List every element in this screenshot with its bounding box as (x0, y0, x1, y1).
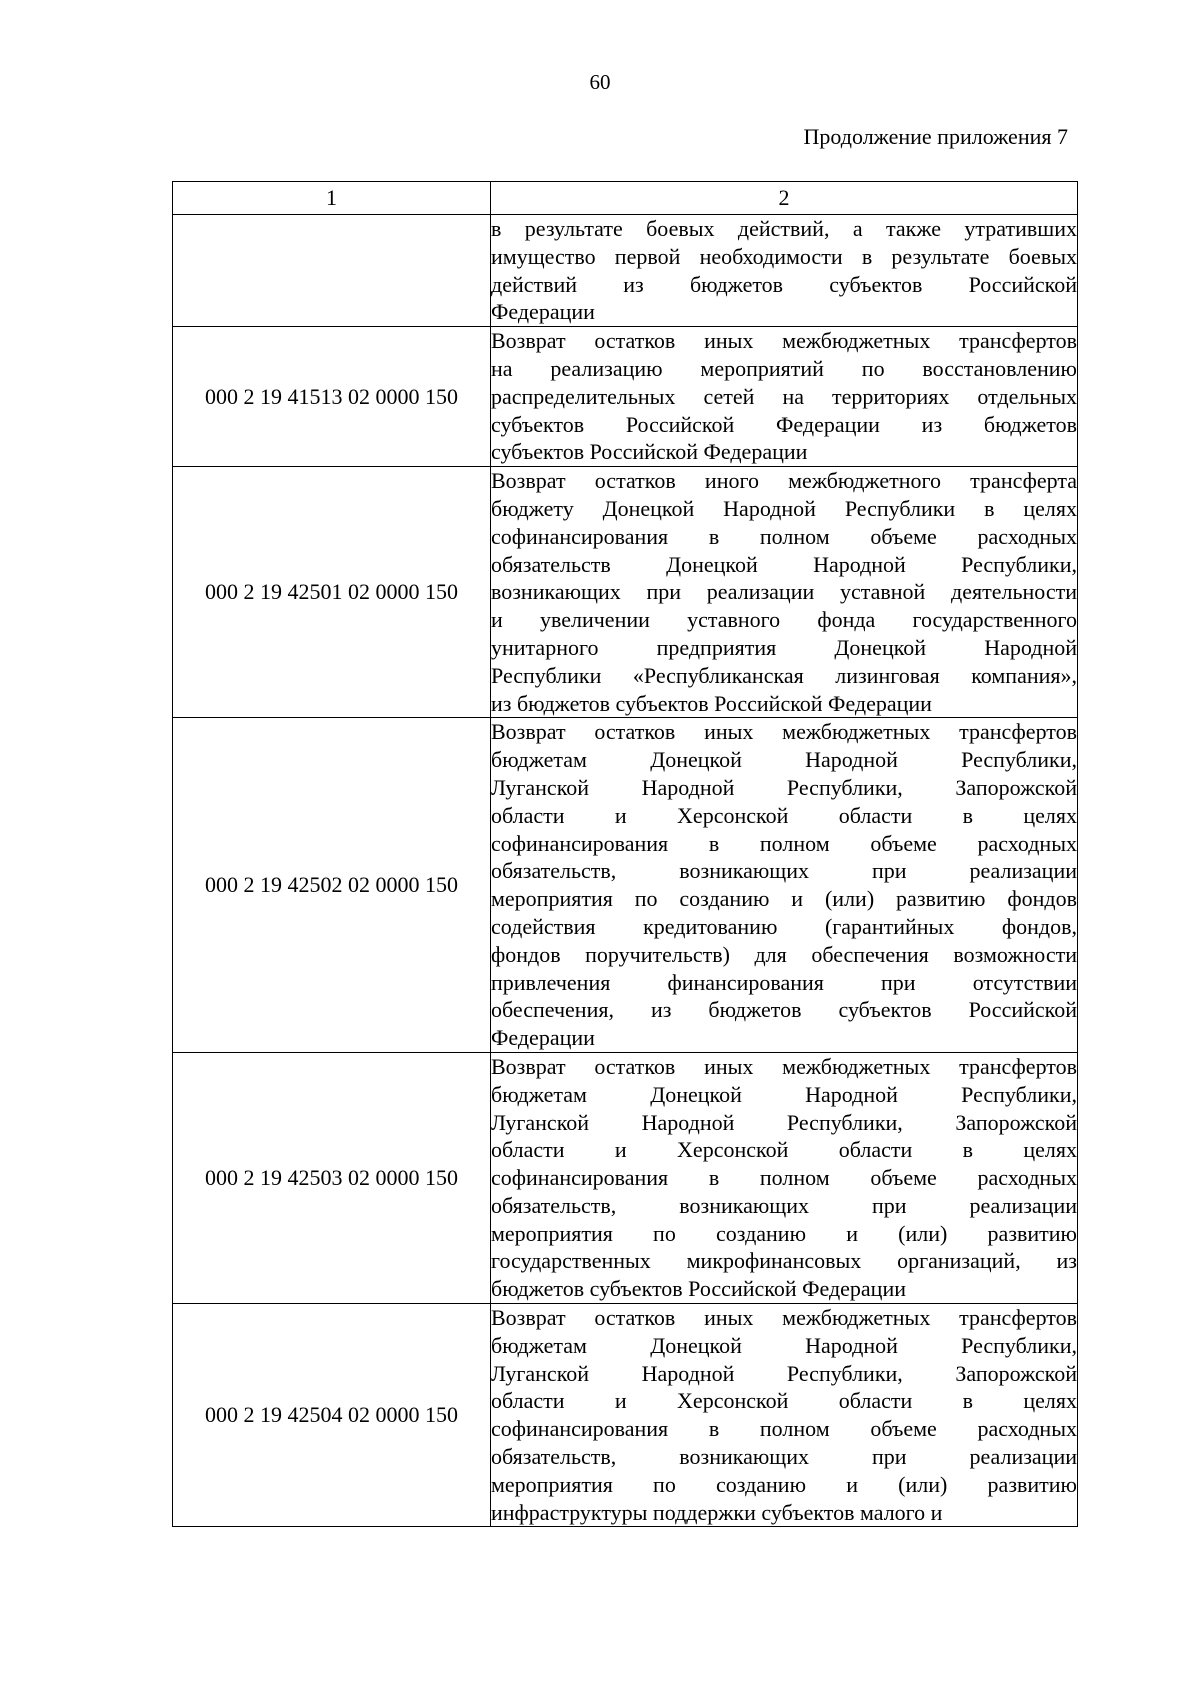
description-line: мероприятия по созданию и (или) развитию (491, 1220, 1077, 1246)
description-cell (491, 1304, 1078, 1527)
budget-code-cell: 000 2 19 42503 02 0000 150 (173, 1052, 491, 1303)
table-header-row (173, 182, 1078, 215)
table-row (173, 718, 1078, 1053)
description-line: Луганской Народной Республики, Запорожской (491, 1109, 1077, 1135)
appendix-continuation-label: Продолжение приложения 7 (803, 124, 1068, 149)
description-line: софинансирования в полном объеме расходных (491, 523, 1077, 549)
column-header-code: 1 (173, 182, 491, 215)
table-row (173, 327, 1078, 467)
description-line: субъектов Российской Федерации из бюджетов (491, 411, 1077, 437)
description-line: Федерации (491, 299, 595, 325)
table-row (173, 215, 1078, 327)
description-line: инфраструктуры поддержки субъектов малого и (491, 1499, 943, 1525)
description-line: субъектов Российской Федерации (491, 439, 808, 465)
description-line: фондов поручительств) для обеспечения возможности (491, 941, 1077, 967)
description-line: области и Херсонской области в целях (491, 1137, 1077, 1163)
description-line: и увеличении уставного фонда государственного (491, 607, 1077, 633)
description-line: бюджетам Донецкой Народной Республики, (491, 1081, 1077, 1107)
description-line: государственных микрофинансовых организаций, из (491, 1248, 1077, 1274)
description-line: на реализацию мероприятий по восстановлению (491, 355, 1077, 381)
table-row (173, 467, 1078, 718)
budget-code-cell: 000 2 19 42504 02 0000 150 (173, 1304, 491, 1527)
description-line: имущество первой необходимости в результате боевых (491, 243, 1077, 269)
description-cell (491, 1052, 1078, 1303)
table-body (173, 215, 1078, 1527)
budget-code-cell: 000 2 19 42501 02 0000 150 (173, 467, 491, 718)
description-line: действий из бюджетов субъектов Российской (491, 271, 1077, 297)
description-cell (491, 215, 1078, 327)
description-line: распределительных сетей на территориях отдельных (491, 383, 1077, 409)
budget-code-cell (173, 215, 491, 327)
budget-codes-table (172, 181, 1078, 1527)
description-line: Республики «Республиканская лизинговая компания», (491, 662, 1077, 688)
description-line: Возврат остатков иных межбюджетных трансфертов (491, 1053, 1077, 1079)
description-line: Федерации (491, 1025, 595, 1051)
description-line: обязательств, возникающих при реализации (491, 1192, 1077, 1218)
description-line: обеспечения, из бюджетов субъектов Российской (491, 997, 1077, 1023)
description-line: содействия кредитованию (гарантийных фондов, (491, 913, 1077, 939)
description-line: бюджетам Донецкой Народной Республики, (491, 747, 1077, 773)
description-line: бюджету Донецкой Народной Республики в целях (491, 495, 1077, 521)
description-line: Возврат остатков иных межбюджетных трансфертов (491, 1305, 1077, 1331)
budget-code-cell: 000 2 19 42502 02 0000 150 (173, 718, 491, 1053)
description-line: области и Херсонской области в целях (491, 802, 1077, 828)
description-cell (491, 718, 1078, 1053)
table-row (173, 1304, 1078, 1527)
description-cell (491, 467, 1078, 718)
description-line: из бюджетов субъектов Российской Федерации (491, 690, 932, 716)
description-line: Возврат остатков иного межбюджетного трансферта (491, 468, 1077, 494)
description-line: мероприятия по созданию и (или) развитию фондов (491, 886, 1077, 912)
description-line: в результате боевых действий, а также утративших (491, 216, 1077, 241)
description-line: обязательств, возникающих при реализации (491, 1444, 1077, 1470)
description-line: софинансирования в полном объеме расходных (491, 1416, 1077, 1442)
description-line: Луганской Народной Республики, Запорожской (491, 774, 1077, 800)
description-line: Возврат остатков иных межбюджетных трансфертов (491, 719, 1077, 745)
description-line: области и Херсонской области в целях (491, 1388, 1077, 1414)
description-line: обязательств Донецкой Народной Республики, (491, 551, 1077, 577)
description-line: софинансирования в полном объеме расходных (491, 830, 1077, 856)
description-line: Возврат остатков иных межбюджетных трансфертов (491, 328, 1077, 354)
budget-code-cell: 000 2 19 41513 02 0000 150 (173, 327, 491, 467)
table-row (173, 1052, 1078, 1303)
description-line: Луганской Народной Республики, Запорожской (491, 1360, 1077, 1386)
description-line: бюджетам Донецкой Народной Республики, (491, 1332, 1077, 1358)
page-number: 60 (589, 70, 611, 94)
description-line: бюджетов субъектов Российской Федерации (491, 1276, 906, 1302)
description-line: мероприятия по созданию и (или) развитию (491, 1471, 1077, 1497)
column-header-description: 2 (491, 182, 1078, 215)
description-cell (491, 327, 1078, 467)
description-line: возникающих при реализации уставной деятельности (491, 579, 1077, 605)
description-line: софинансирования в полном объеме расходных (491, 1165, 1077, 1191)
description-line: унитарного предприятия Донецкой Народной (491, 634, 1077, 660)
description-line: обязательств, возникающих при реализации (491, 858, 1077, 884)
description-line: привлечения финансирования при отсутствии (491, 969, 1077, 995)
